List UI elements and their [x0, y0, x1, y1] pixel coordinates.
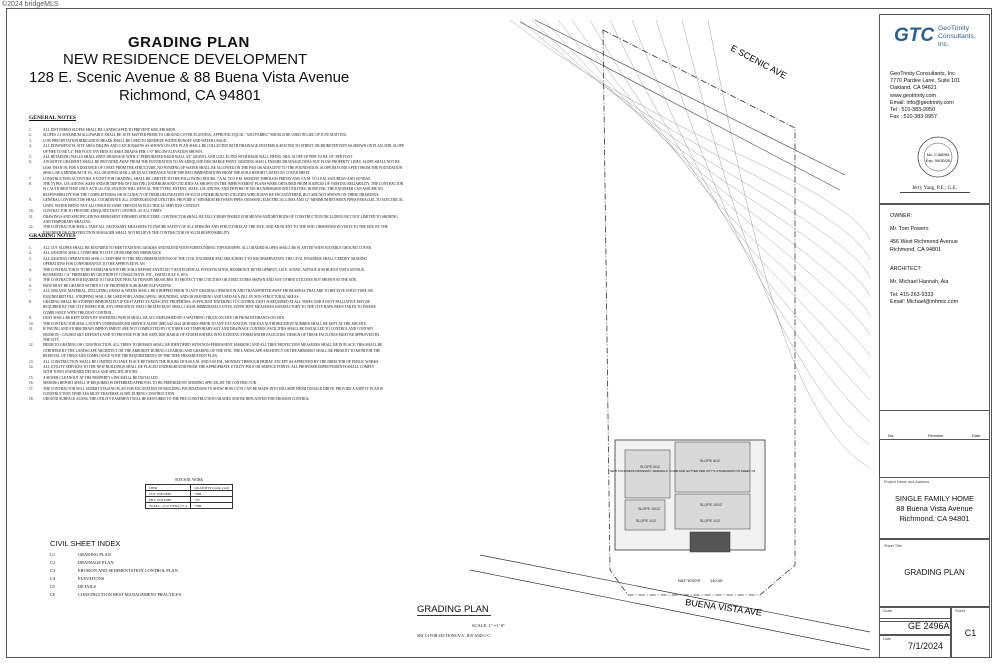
soil-work-table [145, 478, 233, 509]
note-text: SHALL BE A MINIMUM OF 1%. ALL GRADING SHALL BE IN ACCORDANCE WITH THE RECOMMENDATIONS FROM THE SOILS REPORT LISTED ON COVER SHEET. [43, 171, 311, 176]
page-title: GRADING PLAN [128, 34, 250, 51]
owner-name: Mr. Tom Powers [890, 226, 929, 233]
table-cell: +55 [191, 497, 233, 503]
note-number: 11. [29, 214, 34, 219]
note-text: ALL GRADING OPERATIONS SHALL CONFORM TO THE RECOMMENDATIONS OF THE CIVIL ENGINEER AND ARE SUBJECT TO HIS OBSERVATION. THE CIVIL ENGINEER SHALL CERTIFY GRADING [43, 256, 368, 261]
note-text: GENERAL CONTRACTOR SHALL COORDINATE ALL UNDERGROUND UTILITIES. PROVIDE 6" MINIMUM BETWEEN PIPES CROSSING ELECTRICAL LINES AND 12" MINIMUM BETWEEN PIPES PARALLEL TO ELECTRICAL [43, 198, 404, 203]
project-number: GE 2496A [908, 621, 950, 631]
page-subtitle: NEW RESIDENCE DEVELOPMENT [63, 51, 308, 68]
section-note: SEE C4 FOR SECTIONS A-A', B-B' AND C-C' [417, 634, 491, 638]
note-text: THE CONTRACTOR SHALL NOTIFY UNDERGROUND SERVICE ALERT (800) 642-2444 48 HOURS PRIOR TO ANY EXCAVATION. THE USA AUTHORIZATION NUMBER SHALL BE KEPT AT THE JOB SITE. [43, 321, 368, 326]
note-number: 1. [29, 128, 32, 132]
gtc-logo-mark: GTC [894, 25, 935, 46]
project-name: SINGLE FAMILY HOME [895, 494, 974, 503]
note-text: SLOPES 2:1 MAXIMUM ALLOWABLE SHALL BE JUTE MATTED PRIOR TO GROUND COVER PLANTING. APPROVAL EQUAL "GEO-FABRIC" SHOULD BE USED IN LIEU OF JUTE MATTING. [43, 133, 348, 138]
sheet-name: GRADING PLAN [78, 552, 111, 557]
project-label: Project Name and Address [884, 480, 930, 484]
contour-lines [510, 20, 870, 468]
bearing-label: N53°10'00"E [678, 578, 701, 583]
slope-label: SLOPE 10/12 [700, 503, 722, 507]
note-text: ALL DISTURBED SLOPES SHALL BE LANDSCAPED TO PREVENT SOIL EROSION. [43, 128, 176, 132]
sheet-name: ELEVATIONS [78, 576, 105, 581]
slope-label: SLOPE 1/12 [636, 519, 656, 523]
sheet-index-item [50, 575, 181, 583]
sheet-name: DRAINAGE PLAN [78, 560, 114, 565]
scale-cell: Scale [879, 607, 951, 622]
note-text: RESPONSIBILITY FOR THE COMPLETENESS OR ACCURACY OF THEIR DELINEATION OF SUCH UNDERGROUND UTILITIES WHICH MAY BE ENCOUNTERED, BUT ARE NOT SHOWN ON THESE DRAWINGS. [43, 192, 380, 197]
slope-label: SLOPE 1/12 [700, 519, 720, 523]
note-number: 3. [29, 256, 32, 261]
note-text: A SEWER CLEANOUT AT THE PROPERTY LINE SHALL BE INSTALLED. [43, 375, 159, 380]
note-text: REQUIRED BY THE CITY INSPECTOR. ANY OPERATION THAT CREATES DUST SHALL CEASE IMMEDIATELY UNTIL SUFFICIENT MEASURES SATISFACTORY TO THE CITY HAVE BEEN TAKEN TO INSURE [43, 305, 376, 310]
note-text: OF PIPE TO BE 1/4" PER FOOT. INVERTS AT AREA DRAINS PER, 1'-0" BELOW ELEVATION SHOWN. [43, 149, 203, 154]
note-number: 2. [29, 133, 32, 138]
note-number: 6. [29, 160, 32, 165]
note-number: 4. [29, 267, 32, 272]
note-number: 15. [29, 375, 34, 380]
note-text: LINES. WATER PIPING NOT ALLOWED IN SAME TRENCH AS ELECTRICAL SERVICES CONDUIT. [43, 203, 201, 208]
note-text: PADS MUST BE GRADED WITHIN 0.1 OF PROPOSED SUBGRADE ELEVATIONS. [43, 283, 172, 288]
company-fax: Fax : 510-383-9957 [890, 114, 938, 121]
note-text: THE TYPES, LOCATIONS, SIZES AND/OR DEPTHS OF EXISTING UNDERGROUND UTILITIES AS SHOWN ON THE IMPROVEMENT PLANS WERE OBTAINED FROM SOURCES OF VARYING RELIABILITY. THE CONTRACTOR [43, 182, 404, 187]
note-number: 12. [29, 343, 34, 348]
sheet-name: DETAILS [78, 584, 96, 589]
building-footprint [615, 440, 765, 552]
sheet-index-item [50, 583, 181, 591]
note-text: WITH TOWN STANDARD DETAILS AND SPECIFICATIONS. [43, 370, 139, 375]
note-text: EROSION - CAUSED SILT DEPOSITS AND TO PROVIDE FOR THE SAFE DISCHARGE OF STORM WATERS INTO EXISTING STORM WATER FACILITIES. DESIGN OF THESE FACILITIES MUST BE APPROVED BY [43, 332, 380, 337]
note-text: CERTIFIED BY THE LANDSCAPE ARCHITECT OR THE ARBORIST DURING CLEARING AND GRADING OF THE SITE. THE LANDSCAPE ARCHITECT OR THE ARBORIST SHALL BE PRESENT TO MONITOR THE [43, 348, 381, 353]
note-number: 8. [29, 182, 32, 187]
project-address1: 88 Buena Vista Avenue [896, 504, 973, 513]
note-text: COMPLIANCE WITH THE DUST CONTROL. [43, 310, 114, 315]
note-text: DRAWINGS AND SPECIFICATIONS REPRESENT FINISHED STRUCTURE. CONTRACTOR SHALL BE FULLY RESPONSIBLE FOR MEANS AND METHODS OF CONSTRUCTION INCLUDING BUT NOT LIMITED TO SHORING [43, 214, 398, 219]
note-number: 14. [29, 364, 34, 369]
sheet-name: CONSTRUCTION BEST MANAGEMENT PRACTICES [78, 592, 182, 597]
sheet-number-cell: Sheet C1 [951, 607, 990, 658]
note-text: CONTRACTOR TO PROVIDE ADEQUATE DUST CONTROL AT ALL TIMES. [43, 209, 163, 214]
note-text: THE CONTRACTOR IS REQUIRED TO TAKE DUE PRECAUTIONARY MEASURES TO PROTECT THE UTILITIES OR STRUCTURES SHOWN AND ANY OTHER UTILITIES NOT SHOWN AT THE SITE. [43, 278, 358, 283]
note-text: THE CONTRACTOR SHALL TAKE ALL NECESSARY MEASURES TO INSURE SAFETY OF ALL PERSONS AND STRUCTURES AT THE SITE, AND ADJACENT TO THE SITE. OBSERVATION VISITS TO THE SITE BY THE [43, 225, 388, 230]
sheet-name: EROSION AND SEDIMENTATION CONTROL PLAN [78, 568, 178, 573]
table-cell: FILL VOLUME [146, 497, 191, 503]
scenic-avenue-edge [520, 20, 845, 190]
architect-email: Email: Michael@mhmic.com [890, 299, 959, 306]
note-text: OPERATIONS FOR CONFORMANCE TO THE APPROVED PLAN. [43, 262, 146, 267]
rev-col-date: Date [972, 433, 981, 438]
street-label-buena-vista: BUENA VISTA AVE [684, 597, 763, 618]
company-name: GeoTrinity Consultants, Inc. [890, 71, 957, 77]
note-text: ALL ORGANIC MATERIAL, INCLUDING GRASS & WEEDS SHALL BE STRIPPED PRIOR TO ANY GRADING OPERATION AND TRANSPORTED AWAY FROM AREAS THAT ARE TO RECEIVE STRUCTURE OR [43, 289, 373, 294]
gtc-logo-text: GeoTrinity Consultants, Inc. [938, 25, 976, 48]
table-cell: +986 [191, 503, 233, 509]
engineer-seal-icon [916, 135, 960, 179]
note-text: IF PAVING AND STORM DRAIN IMPROVEMENT ARE NOT COMPLETED BY OCTOBER 1ST TEMPORARY SILT AND DRAINAGE CONTROL FACILITIES SHALL BE INSTALLED TO CONTROL AND CONTAIN [43, 327, 374, 332]
sheet-code: C1 [50, 552, 56, 557]
company-info [890, 71, 960, 121]
note-number: 17. [29, 386, 34, 391]
sheet-index-list [50, 551, 181, 599]
note-text: CONSTRUCTION VEHICLES MUST TRAVERSE SLOPE DURING CONSTRUCTION. [43, 391, 176, 396]
note-number: 10. [29, 209, 34, 214]
company-email: Email: info@geotrinity.com [890, 99, 954, 106]
note-number: 5. [29, 155, 32, 160]
architect-tel: Tel: 415-263-9333 [890, 292, 934, 299]
architect-name: Mr. Michael Hannah, Aia [890, 279, 949, 286]
company-block [879, 14, 990, 204]
note-number: 3. [29, 138, 32, 143]
note-text: THE CONTRACTOR IS TO BE FAMILIAR WITH THE SOILS REPORT ENTITLED "GEOTECHNICAL INVESTIGATION, RESIDENCE DEVELOPMENT, 128 E. SCENIC AVENUE & 88 BUENA VISTA AVENUE, [43, 267, 365, 272]
note-number: 4. [29, 144, 32, 149]
note-text: A POSITIVE GRADIENT SHALL BE PROVIDED AWAY FROM THE FOUNDATION TO AN ADEQUATE DISCHARGE POINT. GRADING SHALL ENSURE DRAINAGE DOES NOT FLOW PROPERTY LINES. SLOPE SHALL NOT BE [43, 160, 400, 165]
owner-info [890, 213, 958, 307]
sheet-title-label: Sheet Title [884, 544, 902, 548]
note-text: ALL CUT SLOPES SHALL BE ROUNDED TO MEET EXISTING GRADES AND BLEND WITH SURROUNDING TOPOGRAPHY. ALL GRADED SLOPES SHALL BE PLANTED WITH SUITABLE GROUND COVER. [43, 246, 372, 250]
table-cell: +986 [191, 491, 233, 497]
owner-label: OWNER: [890, 213, 913, 219]
note-number: 1. [29, 246, 32, 250]
city-line: Richmond, CA 94801 [119, 87, 261, 104]
note-number: 11. [29, 327, 34, 332]
note-number: 8. [29, 300, 32, 305]
note-number: 6. [29, 283, 32, 288]
issue-date: 7/1/2024 [908, 641, 944, 651]
note-number: 9. [29, 316, 32, 321]
sheet-index-title: CIVIL SHEET INDEX [50, 539, 121, 548]
note-number: 7. [29, 176, 32, 181]
sheet-title-block [879, 539, 990, 607]
address-line: 128 E. Scenic Avenue & 88 Buena Vista Avenue [29, 69, 350, 86]
plan-scale: SCALE: 1" =1'-0" [472, 623, 506, 628]
note-text: GROUND SURFACE ALONG THE UTILITY EASEMENT WILL BE RESTORED TO THE PRE-CONSTRUCTION GRADES AND BE REPLANTED FOR EROSION CONTROL. [43, 397, 310, 402]
slope-label: SLOPE 10/12 [638, 507, 660, 511]
svg-text:No. C 88093: No. C 88093 [926, 152, 950, 157]
date-cell: Date 7/1/2024 [879, 635, 951, 658]
note-text: ALL RETAINING WALLS SHALL HAVE DRAINAGE WITH 4" PERFORATED RIGID WALL 3/4" GRAVEL AND COLLECTED WITH RIGID WALL PIPING. MIN. SLOPE OF PIPE TO BE 1/8" PER FOOT. [43, 155, 354, 160]
soil-table-header: ITEM [146, 485, 191, 491]
project-number-cell [879, 618, 951, 635]
note-text: THE CITY. [43, 337, 60, 342]
sheet-index-item [50, 591, 181, 599]
project-block [879, 477, 990, 539]
slope-label: SLOPE 8/12 [700, 459, 720, 463]
civil-sheet-index [50, 539, 181, 599]
sheet-title: GRADING PLAN [904, 568, 965, 577]
company-tel: Tel : 510-383-9950 [890, 107, 935, 114]
note-text: IS CAUTIONED THAT ONLY ACTUAL EXCAVATION WILL REVEAL THE TYPES, EXTENT, SIZES, LOCATIONS, AND DEPTHS OF SUCH UNDERGROUND UTILITIES. HOWEVER, THE ENGINEER CAN ASSUME NO [43, 187, 384, 192]
sheet-index-item [50, 551, 181, 559]
sheet-number: C1 [964, 628, 977, 638]
svg-text:Exp. 09/30/26: Exp. 09/30/26 [925, 158, 951, 163]
sheet-index-item [50, 559, 181, 567]
note-text: ALL CONSTRUCTION SHALL BE LIMITED TO TAKE PLACE BETWEEN THE HOURS OF 8:00 A.M. AND 5:00 P.M., MONDAY THROUGH FRIDAY, EXCEPT AS APPROVED BY THE DIRECTOR OF PUBLIC WORKS. [43, 359, 380, 364]
engineer-name: Jerry Yang, P.E.; G.E. [911, 185, 958, 191]
plan-title-underline [417, 615, 491, 616]
owner-address2: Richmond, CA 94801 [890, 246, 941, 253]
note-number: 10. [29, 321, 34, 326]
owner-architect-block [879, 204, 990, 440]
rev-col-no: No. [888, 433, 895, 438]
note-text: CONSTRUCTION ACTIVITIES, EXCEPT FOR GRADING, SHALL BE LIMITED TO THE FOLLOWING HOURS: 7 A.M. TO 5 P.M. MONDAY THROUGH FRIDAY AND 9 A.M. TO 4 P.M. SATURDAY AND SUNDAY. [43, 176, 371, 181]
watermark: ©2024 bridgeMLS [2, 1, 59, 8]
note-number: 13. [29, 359, 34, 364]
owner-address1: 456 West Richmond Avenue [890, 239, 958, 246]
note-text: AND TEMPORARY BRACING. [43, 219, 92, 224]
grading-notes-heading: GRADING NOTES [29, 233, 76, 239]
note-number: 16. [29, 381, 34, 386]
company-address1: 7770 Pardee Lane, Suite 101 [890, 78, 961, 85]
company-web: www.geotrinity.com [890, 92, 937, 99]
note-text: ALL GRADING SHALL CONFORM TO CITY OF RICHMOND ORDINANCE. [43, 251, 162, 256]
note-text: PRIOR TO GRADING OR CONSTRUCTION, ALL TREES TO REMAIN SHALL BE IDENTIFIED WITH NON-PERMANENT MARKING AND ALL TREE PROTECTION MEASURES SHALL BE IN PLACE. THIS SHALL BE [43, 343, 383, 348]
project-info [880, 494, 989, 524]
note-text: ENGINEER OR CONSTRUCTION MANAGER SHALL NOT RELIEVE THE CONTRACTOR OF SUCH RESPONSIBILITY. [43, 230, 231, 235]
note-text: ALL UTILITY SERVICES TO THE NEW BUILDINGS SHALL BE PLACED UNDERGROUND FROM THE APPROPRIATE UTILITY POLE OR SERVICE POINTS. ALL PROPOSED IMPROVEMENTS SHALL COMPLY [43, 364, 375, 369]
rev-col-revision: Revision [928, 433, 944, 438]
note-number: 5. [29, 278, 32, 283]
buena-vista-edge [470, 555, 870, 650]
soil-table-header: QUANTITY (cubic yard) [191, 485, 233, 491]
note-number: 9. [29, 198, 32, 203]
note-text: RICHMOND, CA" PREPARED BY GEOTRINITY CONSULTANTS, INC., DATED JULY 8, 2019. [43, 273, 189, 278]
note-number: 2. [29, 251, 32, 256]
note-text: LESS THAN 5% FOR A DISTANCE OF 5 FEET FROM THE STRUCTURE. NO PONDING OF WATER SHALL BE ALLOWED ON THE PAD OR ADJACENT TO THE FOUNDATION. SLOPE BEYOND 5 FEET FROM THE FOUNDATION [43, 165, 403, 170]
sheet-code: C4 [50, 576, 56, 581]
general-notes-heading: GENERAL NOTES [29, 115, 76, 121]
sheet-index-item [50, 567, 181, 575]
note-text: GRADING SHALL BE STOPPED IMMEDIATELY IF DUST AFFECTS ADJACENT PROPERTIES. SUFFICIENT WATERING TO CONTROL DUST IS REQUIRED AT ALL TIMES AND A DUST PALLIATIVE MAY BE [43, 300, 371, 305]
note-text: REMOVAL OF TREES AND COMPLIANCE WITH THE REQUIREMENTS OF THE TREE PRESERVATION PLAN. [43, 354, 218, 359]
sheet-code: C5 [50, 584, 56, 589]
sheet-code: C3 [50, 568, 56, 573]
soil-table-title: SITE SOIL WORK [174, 478, 204, 482]
distance-label: 140.00' [710, 578, 723, 583]
note-number: 18. [29, 397, 34, 402]
sheet-code: C6 [50, 592, 56, 597]
table-cell: TOTAL = (CUT+FILL)*1.2 [146, 503, 191, 509]
table-row [146, 503, 233, 509]
site-plan-drawing [400, 10, 875, 655]
street-label-scenic: E SCENIC AVE [729, 42, 789, 81]
sheet-code: C2 [50, 560, 56, 565]
note-text: LOW PRECIPITATION IRRIGATION HEADS SHALL BE USED TO MINIMIZE WATER RUNOFF AND WATER USAGE. [43, 138, 227, 143]
architect-label: ARCHITECT: [890, 265, 922, 272]
project-address2: Richmond, CA 94801 [899, 514, 970, 523]
note-number: 12. [29, 225, 34, 230]
note-text: ALL DOWNSPOUTS, SITE AREA DRAINS AND CATCH BASINS AS SHOWN ON SITE PLAN SHALL BE COLLECTED WITH DRAINAGE SYSTEMS & ROUTED TO STREET OR BIORETENTION AS SHOWN ON PLAN. MIN. SLOPE [43, 144, 405, 149]
company-address2: Oakland, CA 94621 [890, 85, 937, 92]
note-text: DUST SHALL BE KEPT DOWN BY WATERING WHICH SHALL BE ACCOMPLISHED BY A WATERING TRUCK ON SITE OR FROM HYDRANTS ON SITE. [43, 316, 286, 321]
table-cell: CUT VOLUME [146, 491, 191, 497]
note-number: 7. [29, 289, 32, 294]
plan-title: GRADING PLAN [417, 604, 489, 615]
driveway-note: NEW CONCRETE DRIVEWAY, SIDEWALK, CURB AND GUTTER PER CITY'S STANDARDS ON SHEET C5 [610, 469, 756, 473]
slope-label: SLOPE 6/12 [640, 465, 660, 469]
note-text: THE CONTRACTOR WILL SUBMIT STAGING PLAN FOR EXCAVATION OF BUILDING FOUNDATIONS TO SHOW HOW CUTS CAN BE MADE INTO HILLSIDE FROM DONALD DRIVE. PROVIDE A SAFETY PLAN IF [43, 386, 384, 391]
note-text: SHORING REPORT SHALL IF REQUIRED IS DEFERRED APPROVAL TO BE PREPARED BY SHORING SPECIALIST OR CONTRACTOR. [43, 381, 257, 386]
soil-table [145, 484, 233, 509]
note-text: ENGINEERED FILL. STRIPPING SHALL BE USED FOR LANDSCAPING, MOUNDING, AND OR BLENDING AND USED AS A FILL IN NON STRUCTURAL AREAS. [43, 294, 300, 299]
